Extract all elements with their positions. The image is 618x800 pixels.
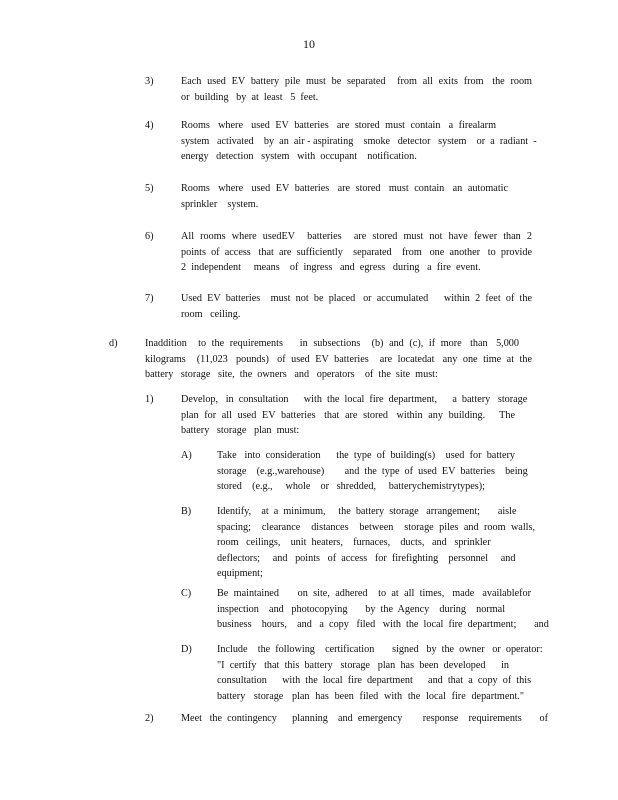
item-label: 2) — [145, 713, 154, 724]
item-text: Take into consideration the type of building(s) used for battery storage (e.g.,warehouse) and the type of used EV batteries being stored (e.g., whole or shredded, batterychemistrytypes); — [217, 450, 528, 493]
item-label: 1) — [145, 394, 154, 405]
item-text: Rooms where used EV batteries are stored must contain an automatic sprinkler system. — [181, 183, 508, 210]
item-label: 5) — [145, 183, 154, 194]
item-text: Meet the contingency planning and emergency response requirements of — [181, 713, 549, 724]
item-label: C) — [181, 588, 192, 599]
item-label: A) — [181, 450, 192, 461]
item-label: d) — [109, 338, 118, 349]
item-label: 4) — [145, 120, 154, 131]
item-text: Include the following certification signed by the owner or operator: "I certify that this battery storage plan has been developed in consultation with the local fire department and that a copy of this battery storage plan has been filed with the local fire department." — [217, 644, 543, 702]
item-text: Inaddition to the requirements in subsections (b) and (c), if more than 5,000 kilograms (11,023 pounds) of used EV batteries are locatedat any one time at the battery storage site, the owners and operators of the site must: — [145, 338, 532, 381]
item-label: B) — [181, 506, 192, 517]
item-label: 7) — [145, 293, 154, 304]
item-text: Rooms where used EV batteries are stored must contain a firealarm system activated by an air - aspirating smoke detector system or a radiant - energy detection system with occupant notification. — [181, 120, 537, 163]
item-text: Develop, in consultation with the local fire department, a battery storage plan for all used EV batteries that are stored within any building. The battery storage plan must: — [181, 394, 528, 437]
item-text: All rooms where usedEV batteries are stored must not have fewer than 2 points of access that are sufficiently separated from one another to provide 2 independent means of ingress and egress during a fire event. — [181, 231, 532, 274]
item-text: Identify, at a minimum, the battery storage arrangement; aisle spacing; clearance distances between storage piles and room walls, room ceilings, unit heaters, furnaces, ducts, and sprinkler deflectors; and points of access for firefighting personnel and equipment; — [217, 506, 535, 580]
item-label: 6) — [145, 231, 154, 242]
item-text: Be maintained on site, adhered to at all times, made availablefor inspection and photocopying by the Agency during normal business hours, and a copy filed with the local fire department; and — [217, 588, 549, 631]
item-label: D) — [181, 644, 192, 655]
item-text: Each used EV battery pile must be separated from all exits from the room or building by at least 5 feet. — [181, 76, 532, 103]
item-label: 3) — [145, 76, 154, 87]
page-number: 10 — [303, 37, 315, 51]
item-text: Used EV batteries must not be placed or accumulated within 2 feet of the room ceiling. — [181, 293, 532, 320]
